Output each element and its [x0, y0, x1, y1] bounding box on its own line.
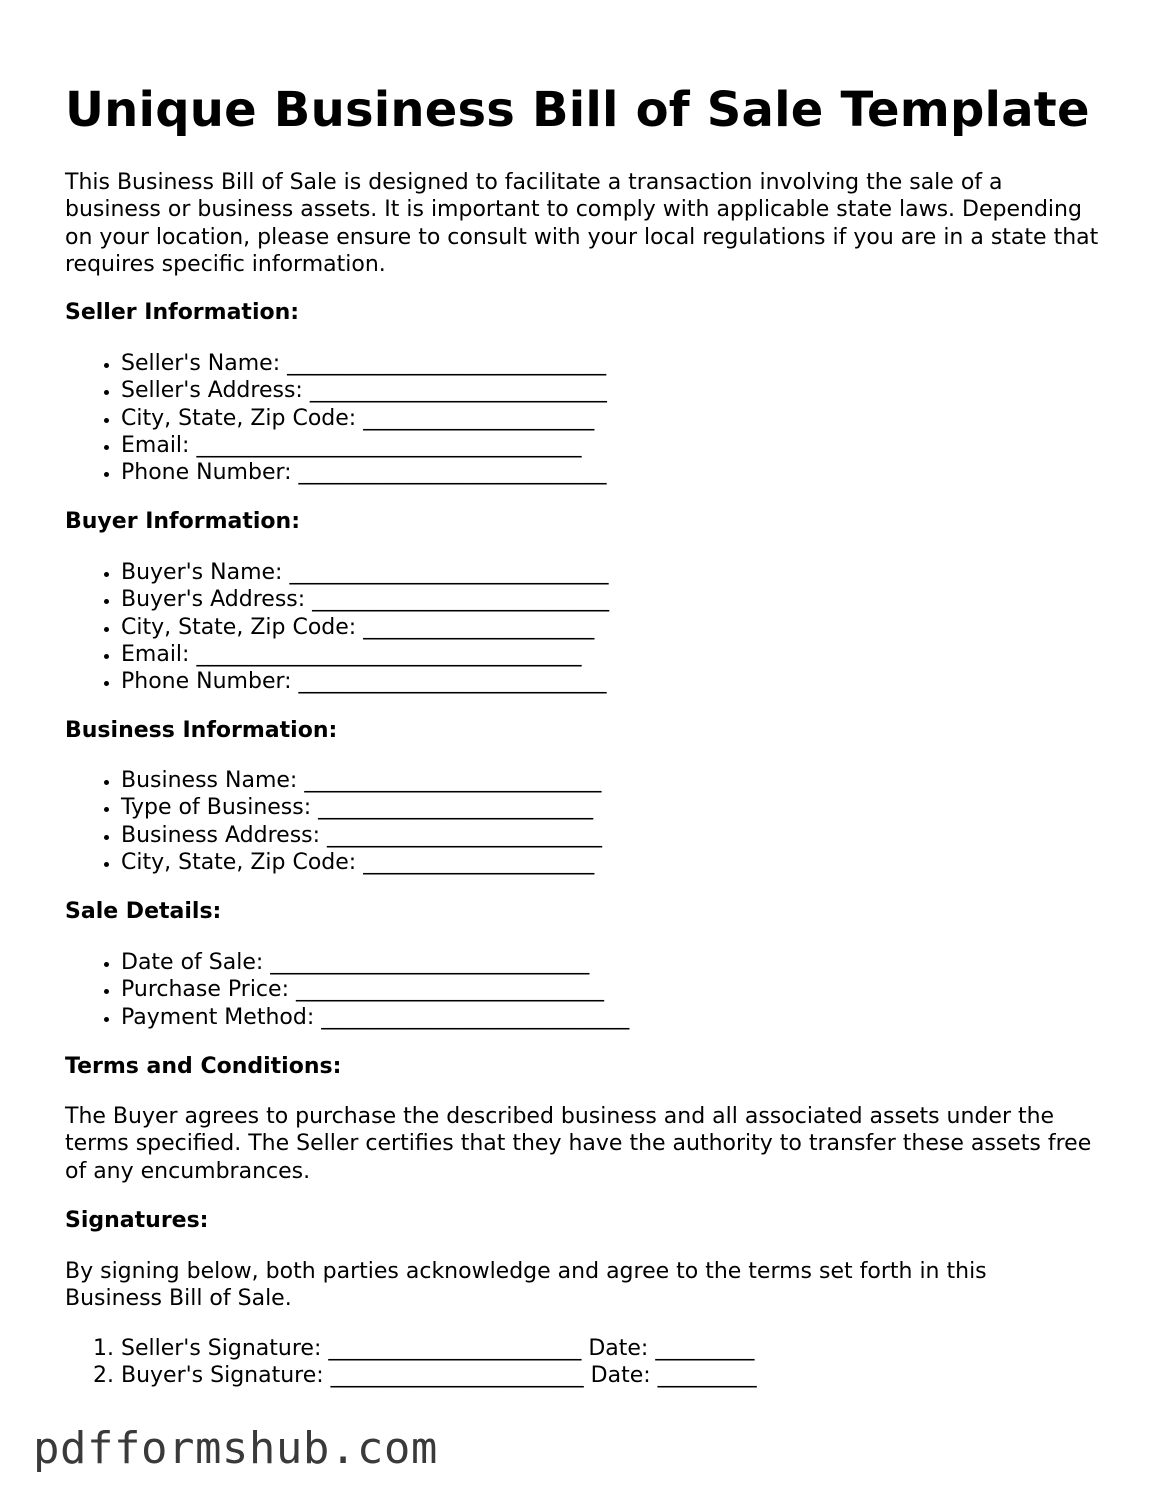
site-watermark: pdfformshub.com: [33, 1423, 438, 1474]
buyer-name-field: • Buyer's Name: _____________________________: [121, 559, 609, 586]
seller-signature-line: 1. Seller's Signature: _______________________ Date: _________: [121, 1335, 757, 1362]
buyer-phone-field: • Phone Number: ____________________________: [121, 668, 609, 695]
terms-paragraph: The Buyer agrees to purchase the described business and all associated assets under the terms specified. The Seller certifies that they have the authority to transfer these assets free of any encumbrances.: [65, 1104, 1092, 1184]
intro-paragraph: This Business Bill of Sale is designed to facilitate a transaction involving the sale of a business or business assets. It is important to comply with applicable state laws. Depending on your location, please ensure to consult with your local regulations if you are in a state that requires specific information.: [65, 170, 1099, 277]
business-name-field: • Business Name: ___________________________: [121, 767, 602, 794]
seller-heading: Seller Information:: [65, 300, 300, 325]
seller-phone-field: • Phone Number: ____________________________: [121, 459, 607, 486]
business-address-field: • Business Address: _________________________: [121, 822, 602, 849]
buyer-signature-line: 2. Buyer's Signature: _______________________ Date: _________: [121, 1362, 757, 1389]
terms-heading: Terms and Conditions:: [65, 1054, 342, 1079]
seller-city-state-zip-field: • City, State, Zip Code: _____________________: [121, 405, 607, 432]
business-city-state-zip-field: • City, State, Zip Code: _____________________: [121, 849, 602, 876]
seller-fields-list: [65, 350, 607, 486]
buyer-email-field: • Email: ___________________________________: [121, 641, 609, 668]
business-type-field: • Type of Business: _________________________: [121, 794, 602, 821]
document-title: Unique Business Bill of Sale Template: [65, 82, 1090, 138]
buyer-address-field: • Buyer's Address: ___________________________: [121, 586, 609, 613]
seller-name-field: • Seller's Name: _____________________________: [121, 350, 607, 377]
seller-email-field: • Email: ___________________________________: [121, 432, 607, 459]
buyer-city-state-zip-field: • City, State, Zip Code: _____________________: [121, 614, 609, 641]
buyer-heading: Buyer Information:: [65, 509, 300, 534]
sale-fields-list: [65, 949, 629, 1031]
sale-details-heading: Sale Details:: [65, 899, 222, 924]
seller-address-field: • Seller's Address: ___________________________: [121, 377, 607, 404]
business-fields-list: [65, 767, 602, 876]
signatures-heading: Signatures:: [65, 1208, 209, 1233]
business-heading: Business Information:: [65, 718, 338, 743]
signature-list: [65, 1335, 757, 1390]
buyer-fields-list: [65, 559, 609, 695]
signatures-paragraph: By signing below, both parties acknowledge and agree to the terms set forth in this Business Bill of Sale.: [65, 1259, 987, 1312]
purchase-price-field: • Purchase Price: ____________________________: [121, 976, 629, 1003]
date-of-sale-field: • Date of Sale: _____________________________: [121, 949, 629, 976]
payment-method-field: • Payment Method: ____________________________: [121, 1004, 629, 1031]
